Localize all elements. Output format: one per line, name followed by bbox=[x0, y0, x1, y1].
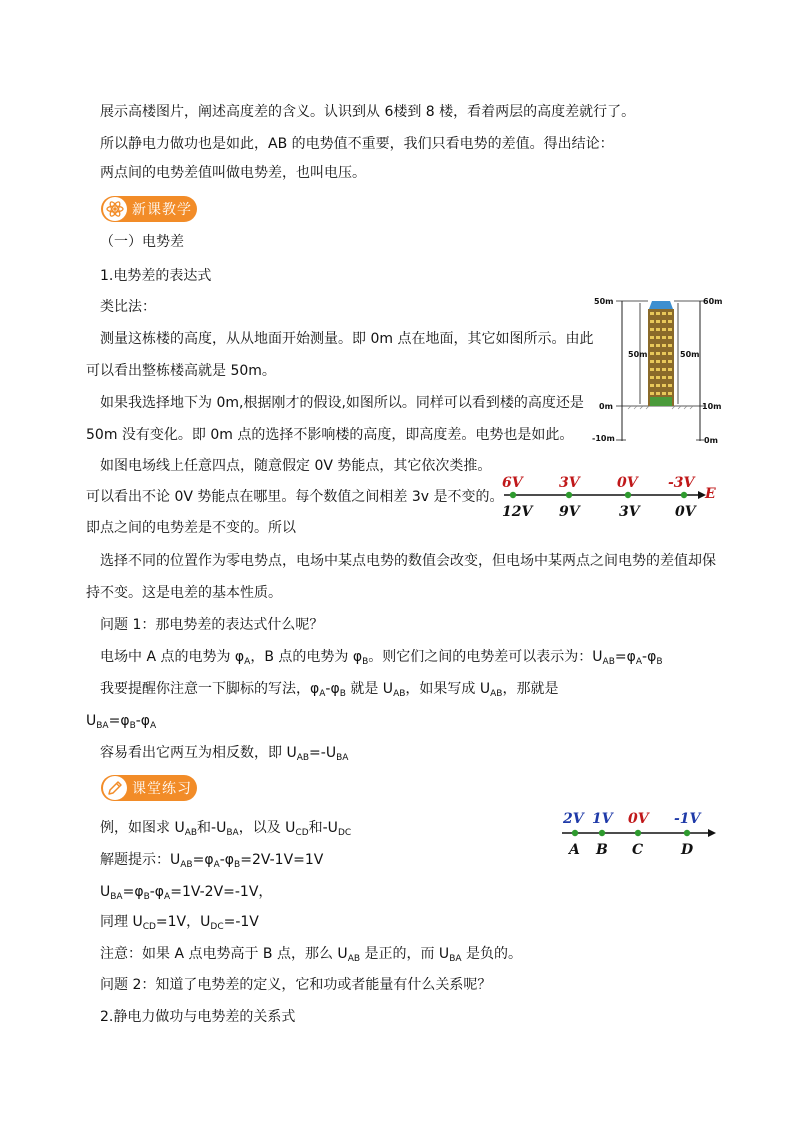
potential-label: 9V bbox=[559, 504, 580, 520]
paragraph: 持不变。这是电差的基本性质。 bbox=[86, 585, 282, 601]
potential-label: 3V bbox=[559, 475, 580, 491]
point-dot bbox=[681, 492, 687, 498]
point-label: C bbox=[632, 842, 644, 858]
potential-label: 0V bbox=[617, 475, 638, 491]
point-label: A bbox=[569, 842, 580, 858]
point-dot bbox=[625, 492, 631, 498]
point-dot bbox=[510, 492, 516, 498]
field-label-e: E bbox=[705, 486, 716, 502]
potential-label: 3V bbox=[619, 504, 640, 520]
potential-label: -3V bbox=[668, 475, 695, 491]
paragraph: 如图电场线上任意四点，随意假定 0V 势能点，其它依次类推。 bbox=[100, 458, 492, 474]
pencil-icon bbox=[103, 776, 127, 800]
solution: 同理 $U_{CD}=1V$，$U_{DC}=-1V$ bbox=[100, 914, 259, 932]
point-label: D bbox=[681, 842, 694, 858]
section-badge-new-lesson bbox=[101, 196, 197, 222]
paragraph: 展示高楼图片，阐述高度差的含义。认识到从 6楼到 8 楼，看着两层的高度差就行了。 bbox=[100, 104, 636, 120]
paragraph: 容易看出它两互为相反数，即 $U_{AB}=-U_{BA}$ bbox=[100, 745, 349, 763]
point-dot bbox=[599, 830, 605, 836]
example: 例，如图求 $U_{AB}$和$-U_{BA}$，以及 $U_{CD}$和$-U_{DC}$ bbox=[100, 820, 352, 838]
label-right-mid: 50m bbox=[680, 350, 700, 359]
label-right-bottom: 0m bbox=[704, 436, 718, 445]
note: 注意：如果 A 点电势高于 B 点，那么 $U_{AB}$ 是正的，而 $U_{BA}$ 是负的。 bbox=[100, 946, 522, 964]
formula: $U_{BA}=\varphi_B-\varphi_A$ bbox=[86, 713, 157, 731]
potential-label: 6V bbox=[502, 475, 523, 491]
label-left-ground: 0m bbox=[599, 402, 613, 411]
point-dot bbox=[572, 830, 578, 836]
label-left-top: 50m bbox=[594, 297, 614, 306]
point-dot bbox=[635, 830, 641, 836]
label-right-top: 60m bbox=[703, 297, 723, 306]
paragraph: 两点间的电势差值叫做电势差，也叫电压。 bbox=[100, 165, 366, 181]
paragraph: 50m 没有变化。即 0m 点的选择不影响楼的高度，即高度差。电势也是如此。 bbox=[86, 427, 574, 443]
field-line-figure-2 bbox=[556, 806, 726, 860]
paragraph: 可以看出不论 0V 势能点在哪里。每个数值之间相差 3v 是不变的。 bbox=[86, 489, 504, 505]
paragraph: 即点之间的电势差是不变的。所以 bbox=[86, 520, 296, 536]
paragraph: 可以看出整栋楼高就是 50m。 bbox=[86, 363, 276, 379]
badge-label: 课堂练习 bbox=[132, 781, 192, 797]
badge-label: 新课教学 bbox=[132, 202, 192, 218]
point-dot bbox=[684, 830, 690, 836]
paragraph: 我要提醒你注意一下脚标的写法，$\varphi_A-\varphi_B$ 就是 $U_{AB}$，如果写成 $U_{AB}$，那就是 bbox=[100, 681, 559, 699]
potential-label: 2V bbox=[563, 811, 584, 827]
paragraph: 类比法： bbox=[100, 299, 156, 315]
paragraph: 电场中 A 点的电势为 $\varphi_A$，B 点的电势为 $\varphi_B$。则它们之间的电势差可以表示为：$U_{AB}=\varphi_A-\varphi_B$ bbox=[100, 649, 663, 667]
question: 问题 1：那电势差的表达式什么呢？ bbox=[100, 617, 324, 633]
label-right-ground: 10m bbox=[702, 402, 722, 411]
question: 问题 2：知道了电势差的定义，它和功或者能量有什么关系呢？ bbox=[100, 977, 492, 993]
potential-label: 12V bbox=[502, 504, 533, 520]
label-left-mid: 50m bbox=[628, 350, 648, 359]
field-line-figure-1 bbox=[498, 470, 720, 520]
paragraph: 如果我选择地下为 0m,根据刚才的假设,如图所以。同样可以看到楼的高度还是 bbox=[100, 395, 584, 411]
potential-label: 1V bbox=[592, 811, 613, 827]
potential-label: -1V bbox=[674, 811, 701, 827]
point-label: B bbox=[596, 842, 608, 858]
paragraph: 选择不同的位置作为零电势点，电场中某点电势的数值会改变，但电场中某两点之间电势的差值却保 bbox=[100, 553, 716, 569]
building-height-figure bbox=[592, 293, 732, 445]
label-left-bottom: -10m bbox=[592, 434, 615, 443]
paragraph: 测量这栋楼的高度，从从地面开始测量。即 0m 点在地面，其它如图所示。由此 bbox=[100, 331, 594, 347]
potential-label: 0V bbox=[628, 811, 649, 827]
atom-icon bbox=[103, 197, 127, 221]
section-heading: 1.电势差的表达式 bbox=[100, 268, 212, 284]
section-heading: 2.静电力做功与电势差的关系式 bbox=[100, 1009, 296, 1025]
section-heading: （一）电势差 bbox=[100, 234, 184, 250]
section-badge-practice bbox=[101, 775, 197, 801]
paragraph: 所以静电力做功也是如此，AB 的电势值不重要，我们只看电势的差值。得出结论： bbox=[100, 136, 614, 152]
potential-label: 0V bbox=[675, 504, 696, 520]
point-dot bbox=[566, 492, 572, 498]
solution: 解题提示：$U_{AB}=\varphi_A-\varphi_B=2V-1V=1V$ bbox=[100, 852, 324, 870]
solution: $U_{BA}=\varphi_B-\varphi_A=1V-2V=-1V$， bbox=[100, 884, 273, 902]
